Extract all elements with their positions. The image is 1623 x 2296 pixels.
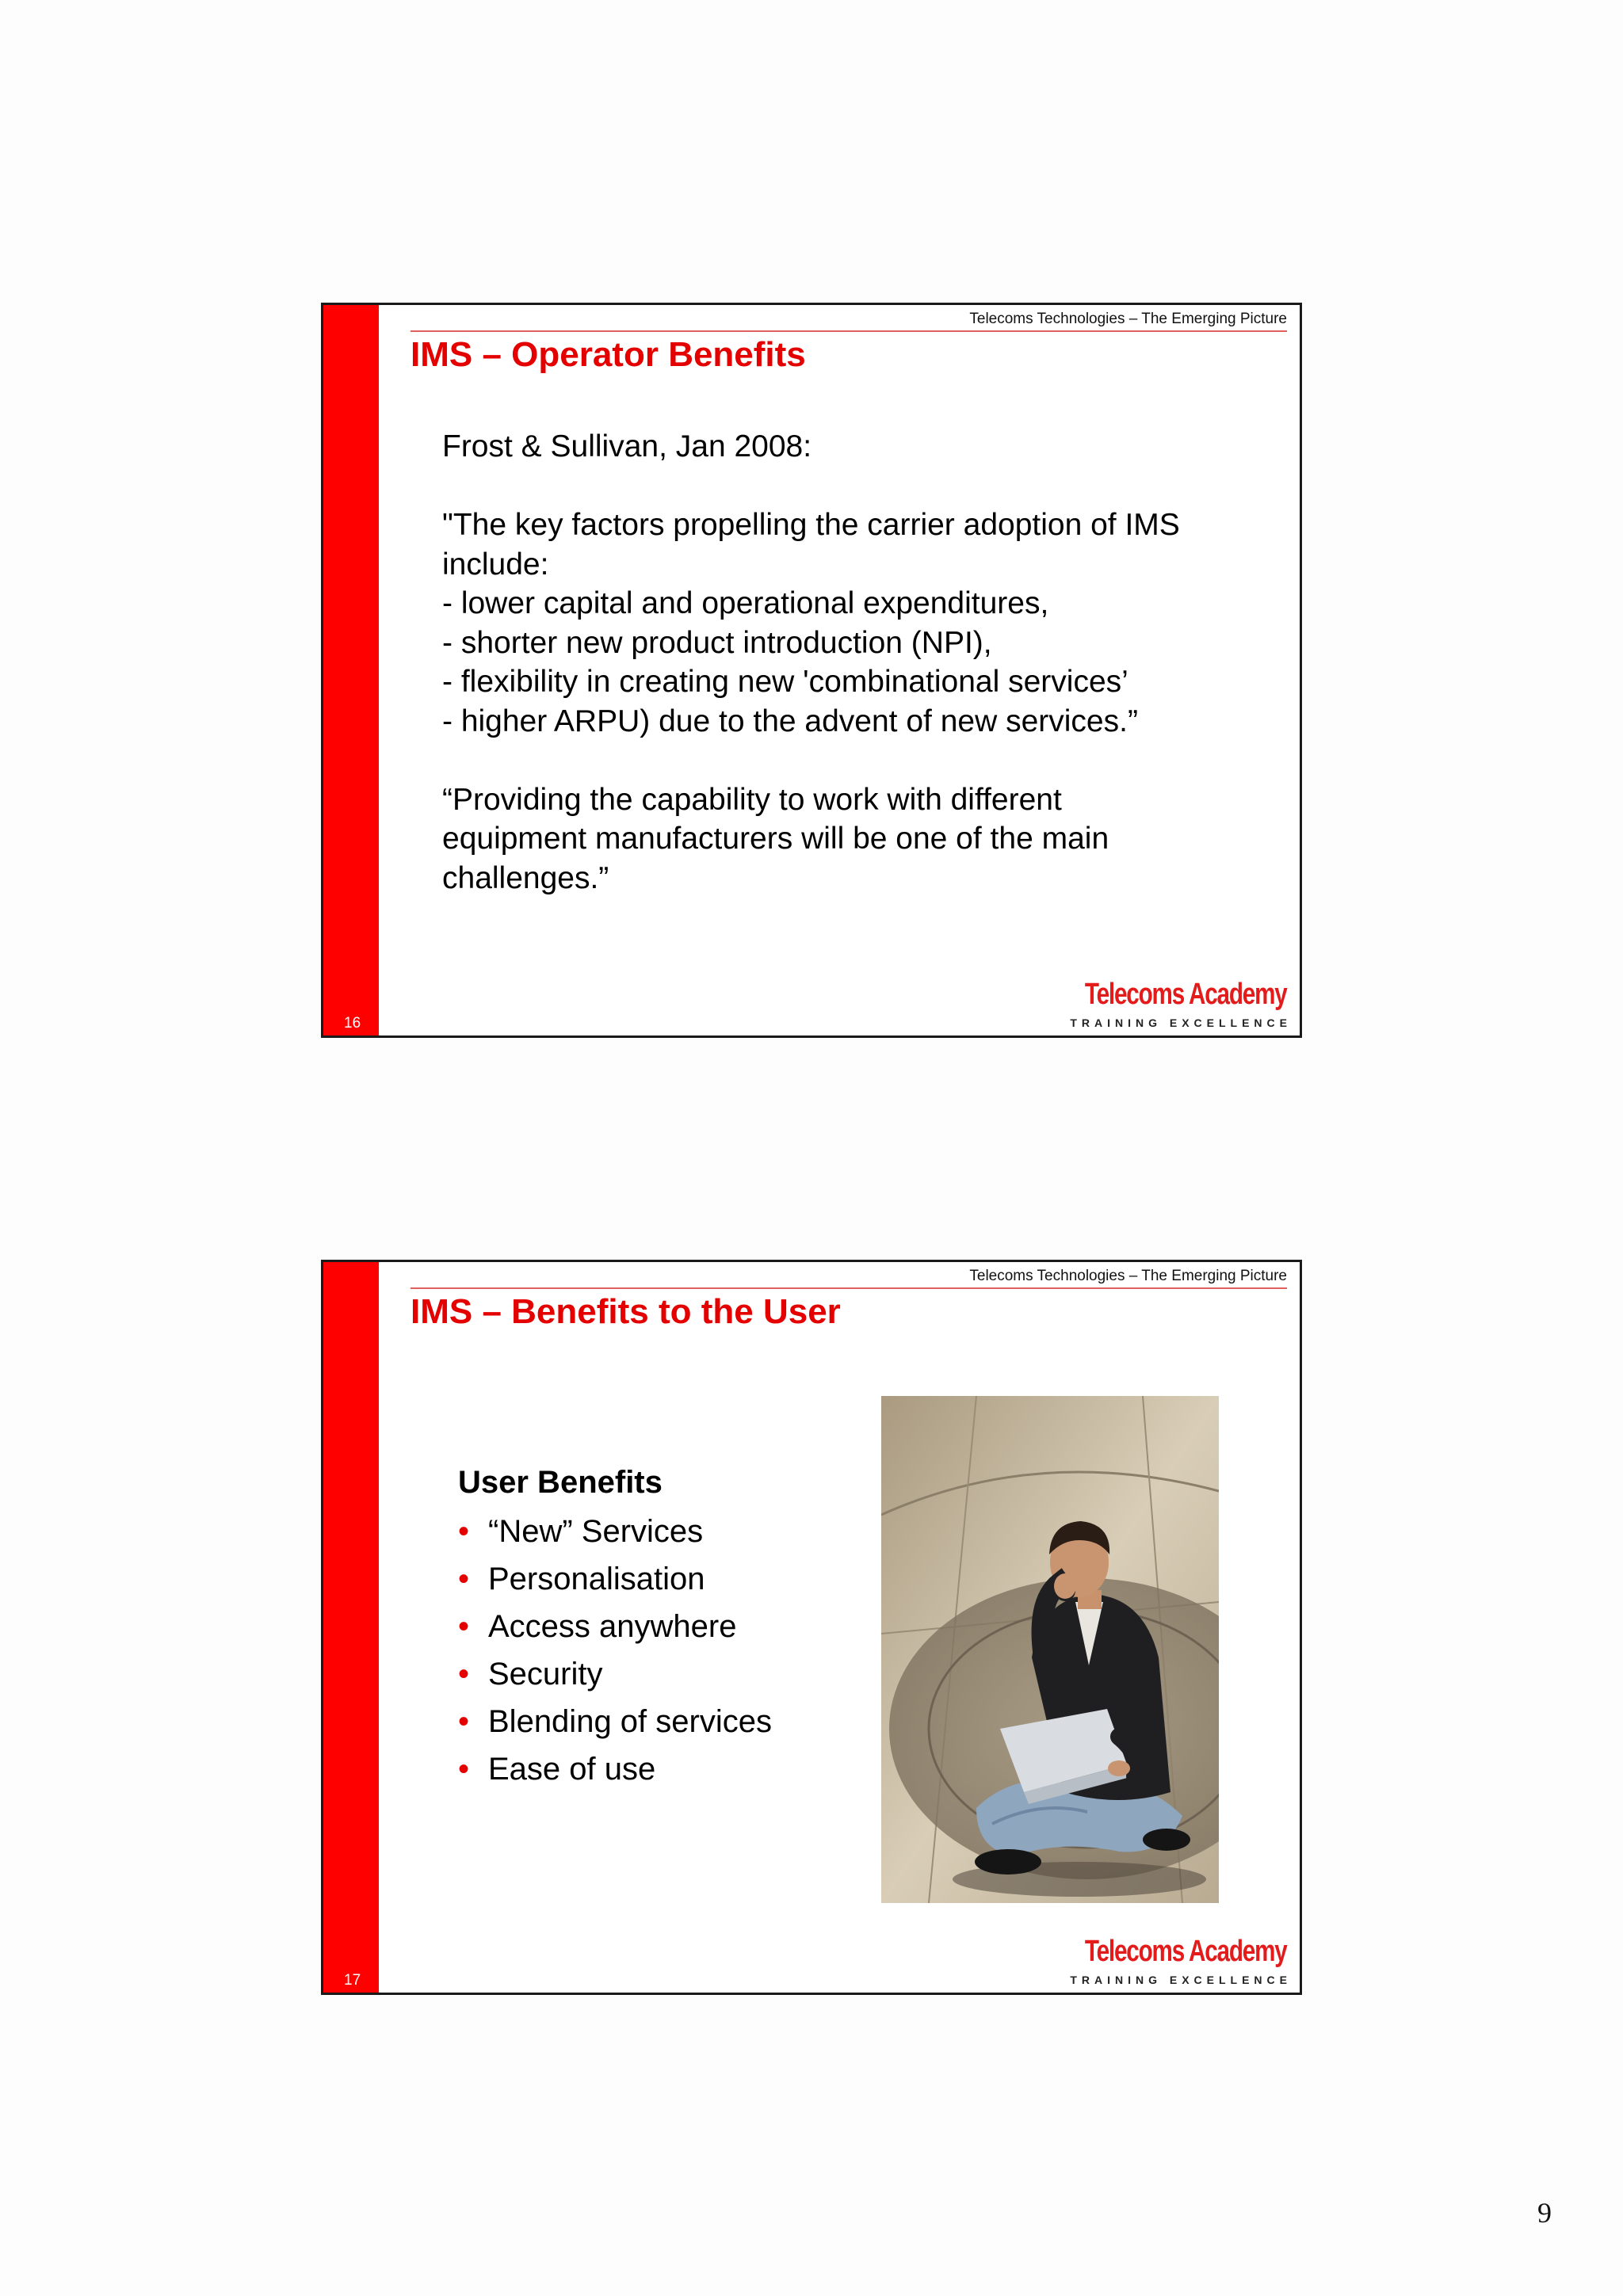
list-item bbox=[458, 1555, 772, 1603]
slide-header: Telecoms Technologies – The Emerging Picture bbox=[411, 308, 1287, 332]
list-item bbox=[458, 1508, 772, 1555]
list-item bbox=[458, 1650, 772, 1698]
bullet-icon: • bbox=[458, 1752, 470, 1787]
slide-title: IMS – Operator Benefits bbox=[411, 335, 806, 374]
list-item-label: “New” Services bbox=[488, 1514, 704, 1549]
logo-name: Telecoms Academy bbox=[1085, 1935, 1287, 1968]
quote-line: include: bbox=[442, 547, 549, 582]
slide-17 bbox=[321, 1260, 1302, 1995]
bullet-icon: • bbox=[458, 1704, 470, 1739]
slide-number: 16 bbox=[344, 1015, 361, 1032]
quote-line: challenges.” bbox=[442, 860, 609, 895]
bullet-icon: • bbox=[458, 1562, 470, 1596]
slide-body bbox=[442, 427, 1235, 898]
quote-line: - higher ARPU) due to the advent of new services.” bbox=[442, 704, 1138, 738]
slide-16 bbox=[321, 303, 1302, 1038]
list-item bbox=[458, 1745, 772, 1793]
page-number: 9 bbox=[1537, 2197, 1552, 2229]
quote-line: - shorter new product introduction (NPI), bbox=[442, 625, 992, 660]
list-item bbox=[458, 1698, 772, 1745]
slide-header: Telecoms Technologies – The Emerging Picture bbox=[411, 1265, 1287, 1289]
quote-line: "The key factors propelling the carrier adoption of IMS bbox=[442, 508, 1180, 542]
slide-number: 17 bbox=[344, 1972, 361, 1989]
quote-line: “Providing the capability to work with different bbox=[442, 782, 1062, 817]
logo-tagline: TRAINING EXCELLENCE bbox=[1070, 1016, 1292, 1029]
list-item-label: Personalisation bbox=[488, 1562, 705, 1596]
logo-name: Telecoms Academy bbox=[1085, 978, 1287, 1011]
photo-illustration bbox=[881, 1396, 1219, 1903]
bullet-icon: • bbox=[458, 1609, 470, 1644]
section-heading: User Benefits bbox=[458, 1465, 663, 1500]
source-line: Frost & Sullivan, Jan 2008: bbox=[442, 429, 812, 463]
man-with-laptop-photo bbox=[881, 1396, 1219, 1903]
slide-red-sidebar bbox=[323, 1262, 379, 1993]
slide-title: IMS – Benefits to the User bbox=[411, 1292, 841, 1331]
telecoms-academy-logo bbox=[1028, 1935, 1292, 1986]
list-item-label: Blending of services bbox=[488, 1704, 772, 1739]
list-item-label: Security bbox=[488, 1657, 603, 1691]
telecoms-academy-logo bbox=[1028, 978, 1292, 1029]
quote-line: equipment manufacturers will be one of the main bbox=[442, 822, 1109, 856]
quote-line: - lower capital and operational expenditures, bbox=[442, 586, 1049, 620]
benefits-list bbox=[458, 1508, 772, 1793]
slide-red-sidebar bbox=[323, 305, 379, 1035]
bullet-icon: • bbox=[458, 1514, 470, 1549]
quote-line: - flexibility in creating new 'combinational services’ bbox=[442, 665, 1128, 699]
list-item-label: Access anywhere bbox=[488, 1609, 737, 1644]
logo-tagline: TRAINING EXCELLENCE bbox=[1070, 1974, 1292, 1986]
list-item-label: Ease of use bbox=[488, 1752, 656, 1787]
list-item bbox=[458, 1603, 772, 1650]
bullet-icon: • bbox=[458, 1657, 470, 1691]
